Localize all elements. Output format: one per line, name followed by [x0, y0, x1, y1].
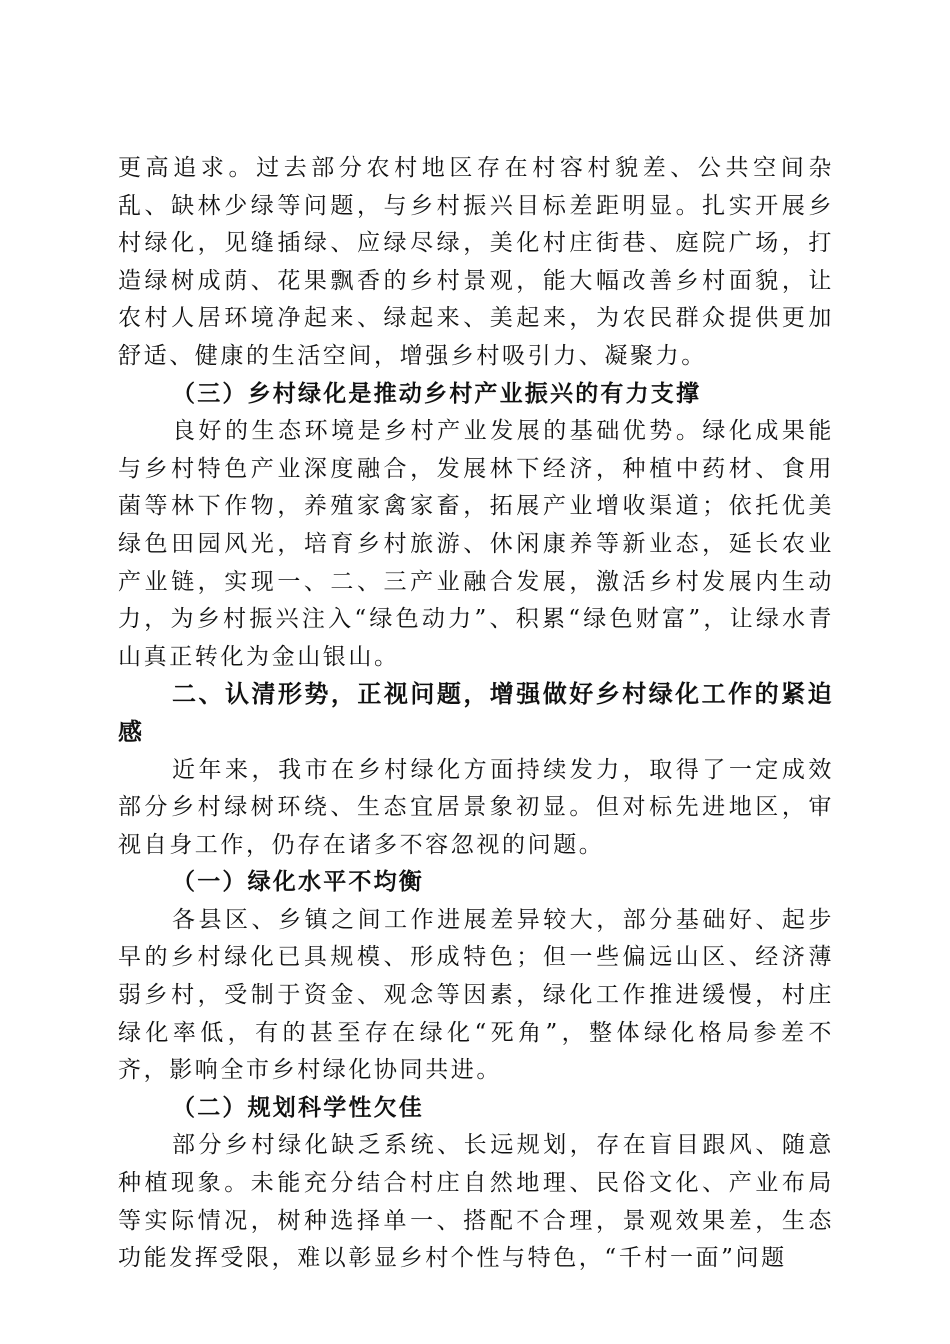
- sub-heading-two: （二）规划科学性欠佳: [172, 1094, 424, 1121]
- paragraph-continued: 更高追求。过去部分农村地区存在村容村貌差、公共空间杂乱、缺林少绿等问题，与乡村振兴目标差距明显。扎实开展乡村绿化，见缝插绿、应绿尽绿，美化村庄街巷、庭院广场，打造绿树成荫、花果飘香的乡村景观，能大幅改善乡村面貌，让农村人居环境净起来、绿起来、美起来，为农民群众提供更加舒适、健康的生活空间，增强乡村吸引力、凝聚力。: [118, 155, 834, 369]
- paragraph: 各县区、乡镇之间工作进展差异较大，部分基础好、起步早的乡村绿化已具规模、形成特色；但一些偏远山区、经济薄弱乡村，受制于资金、观念等因素，绿化工作推进缓慢，村庄绿化率低，有的甚至存在绿化“死角”，整体绿化格局参差不齐，影响全市乡村绿化协同共进。: [118, 906, 834, 1084]
- document-body: [118, 150, 834, 1278]
- sub-heading-one: （一）绿化水平不均衡: [172, 869, 424, 896]
- section-heading-two: 二、认清形势，正视问题，增强做好乡村绿化工作的紧迫感: [118, 680, 834, 746]
- paragraph: 部分乡村绿化缺乏系统、长远规划，存在盲目跟风、随意种植现象。未能充分结合村庄自然地理、民俗文化、产业布局等实际情况，树种选择单一、搭配不合理，景观效果差，生态功能发挥受限，难以彰显乡村个性与特色，“千村一面”问题: [118, 1132, 834, 1272]
- paragraph: 良好的生态环境是乡村产业发展的基础优势。绿化成果能与乡村特色产业深度融合，发展林下经济，种植中药材、食用菌等林下作物，养殖家禽家畜，拓展产业增收渠道；依托优美绿色田园风光，培育乡村旅游、休闲康养等新业态，延长农业产业链，实现一、二、三产业融合发展，激活乡村发展内生动力，为乡村振兴注入“绿色动力”、积累“绿色财富”，让绿水青山真正转化为金山银山。: [118, 418, 834, 670]
- sub-heading-three: （三）乡村绿化是推动乡村产业振兴的有力支撑: [172, 380, 702, 407]
- paragraph: 近年来，我市在乡村绿化方面持续发力，取得了一定成效部分乡村绿树环绕、生态宜居景象初显。但对标先进地区，审视自身工作，仍存在诸多不容忽视的问题。: [118, 756, 834, 858]
